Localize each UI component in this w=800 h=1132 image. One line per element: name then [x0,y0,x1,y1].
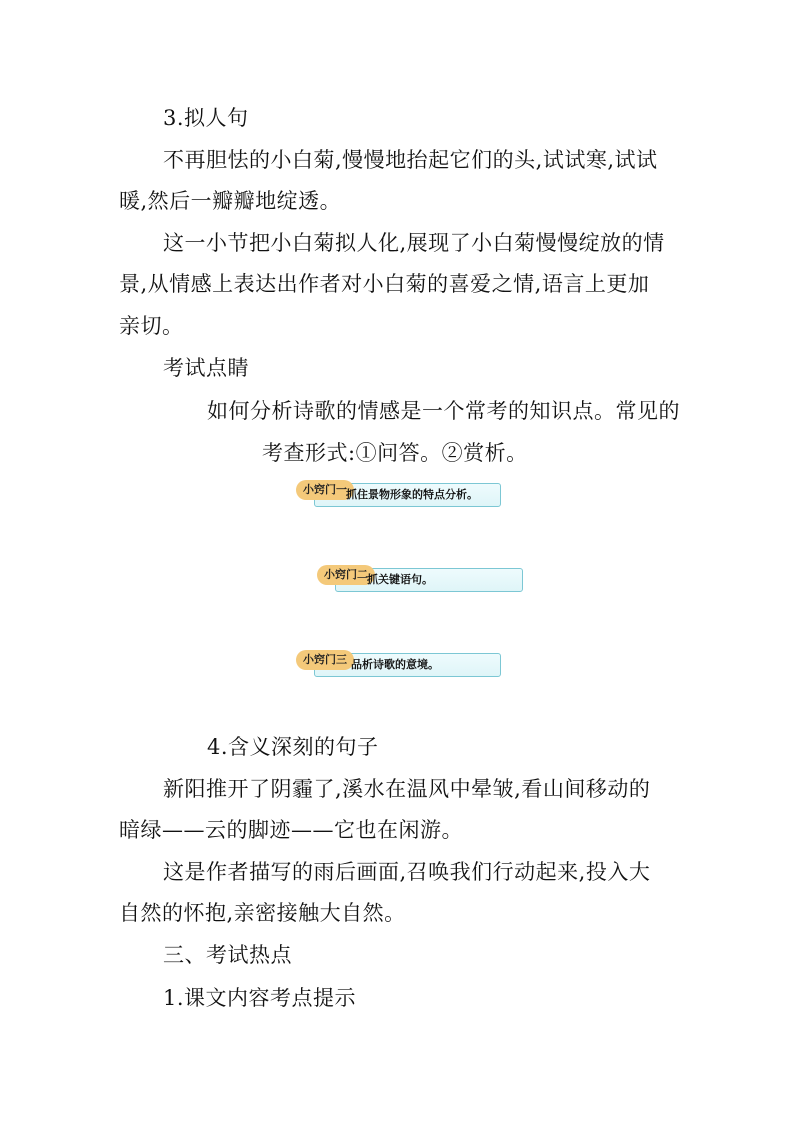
quote-text: 不再胆怯的小白菊,慢慢地抬起它们的头,试试寒,试试 [163,148,658,172]
exam-tip-heading: 考试点睛 [163,356,249,380]
analysis-text: 亲切。 [119,314,184,338]
tip-text: 抓住景物形象的特点分析。 [346,488,478,501]
tip-callout-1 [296,480,506,506]
quote-text: 暗绿——云的脚迹——它也在闲游。 [119,818,463,842]
exam-tip-text: 考查形式:①问答。②赏析。 [262,441,528,465]
quote-text: 暖,然后一瓣瓣地绽透。 [119,189,342,213]
tip-text: 品析诗歌的意境。 [351,658,439,671]
part-heading-exam-hotspots: 三、考试热点 [163,943,292,967]
tip-callout-3 [296,650,506,676]
tip-badge: 小窍门三 [296,650,354,670]
sub-heading-content-tips: 1.课文内容考点提示 [163,986,357,1010]
tip-callout-2 [317,565,527,591]
section-heading-personification: 3.拟人句 [163,106,249,130]
analysis-text: 自然的怀抱,亲密接触大自然。 [119,901,406,925]
analysis-text: 这是作者描写的雨后画面,召唤我们行动起来,投入大 [163,860,651,884]
section-heading-meaningful-sentences: 4.含义深刻的句子 [207,735,379,759]
exam-tip-text: 如何分析诗歌的情感是一个常考的知识点。常见的 [207,399,680,423]
analysis-text: 这一小节把小白菊拟人化,展现了小白菊慢慢绽放的情 [163,231,665,255]
tip-badge: 小窍门二 [317,565,375,585]
quote-text: 新阳推开了阴霾了,溪水在温风中晕皱,看山间移动的 [163,777,651,801]
tip-text: 抓关键语句。 [367,573,433,586]
analysis-text: 景,从情感上表达出作者对小白菊的喜爱之情,语言上更加 [119,272,650,296]
tip-badge: 小窍门一 [296,480,354,500]
